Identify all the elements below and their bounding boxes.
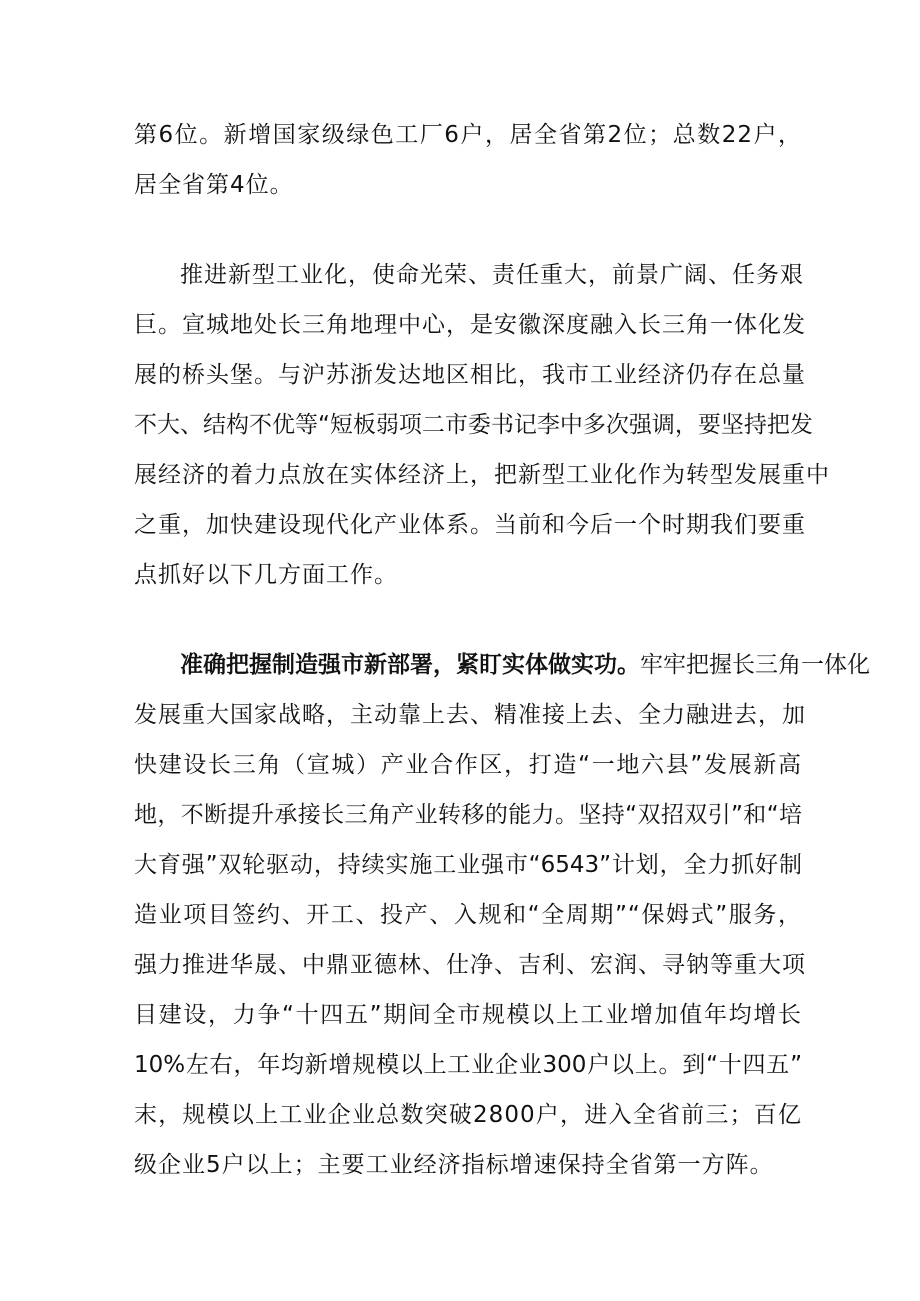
text-line: 末，规模以上工业企业总数突破2800户，进入全省前三；百亿 <box>134 1102 802 1128</box>
text-line: 大育强”双轮驱动，持续实施工业强市“6543”计划，全力抓好制 <box>134 852 802 878</box>
text-line: 目建设，力争“十四五”期间全市规模以上工业增加值年均增长 <box>134 1002 802 1028</box>
text-line: 展经济的着力点放在实体经济上，把新型工业化作为转型发展重中 <box>134 462 830 488</box>
text-line: 地，不断提升承接长三角产业转移的能力。坚持“双招双引”和“培 <box>134 802 802 828</box>
text-line: 快建设长三角（宣城）产业合作区，打造“一地六县”发展新高 <box>134 752 802 778</box>
text-line: 发展重大国家战略，主动靠上去、精准接上去、全力融进去，加 <box>134 702 806 728</box>
text-line: 之重，加快建设现代化产业体系。当前和今后一个时期我们要重 <box>134 512 806 538</box>
text-line: 第6位。新增国家级绿色工厂6户，居全省第2位；总数22户， <box>134 122 802 148</box>
text-line: 10%左右，年均新增规模以上工业企业300户以上。到“十四五” <box>134 1052 802 1078</box>
text-span: 牢牢把握长三角一体化 <box>640 652 870 678</box>
text-line: 巨。宣城地处长三角地理中心，是安徽深度融入长三角一体化发 <box>134 312 806 338</box>
text-line: 级企业5户以上；主要工业经济指标增速保持全省第一方阵。 <box>134 1152 774 1178</box>
text-line: 造业项目签约、开工、投产、入规和“全周期”“保姆式”服务， <box>134 902 802 928</box>
paragraph-1 <box>134 110 802 210</box>
paragraph-lead-heading: 准确把握制造强市新部署，紧盯实体做实功。 <box>180 652 640 678</box>
text-line: 点抓好以下几方面工作。 <box>134 562 398 588</box>
text-line: 居全省第4位。 <box>134 172 294 198</box>
text-line <box>134 640 870 690</box>
text-line: 推进新型工业化，使命光荣、责任重大，前景广阔、任务艰 <box>180 262 804 288</box>
text-line: 展的桥头堡。与沪苏浙发达地区相比，我市工业经济仍存在总量 <box>134 362 806 388</box>
paragraph-3 <box>134 640 870 1190</box>
text-line: 不大、结构不优等“短板弱项二市委书记李中多次强调，要坚持把发 <box>134 412 813 438</box>
paragraph-2 <box>134 250 830 600</box>
text-line: 强力推进华晟、中鼎亚德林、仕净、吉利、宏润、寻钠等重大项 <box>134 952 806 978</box>
